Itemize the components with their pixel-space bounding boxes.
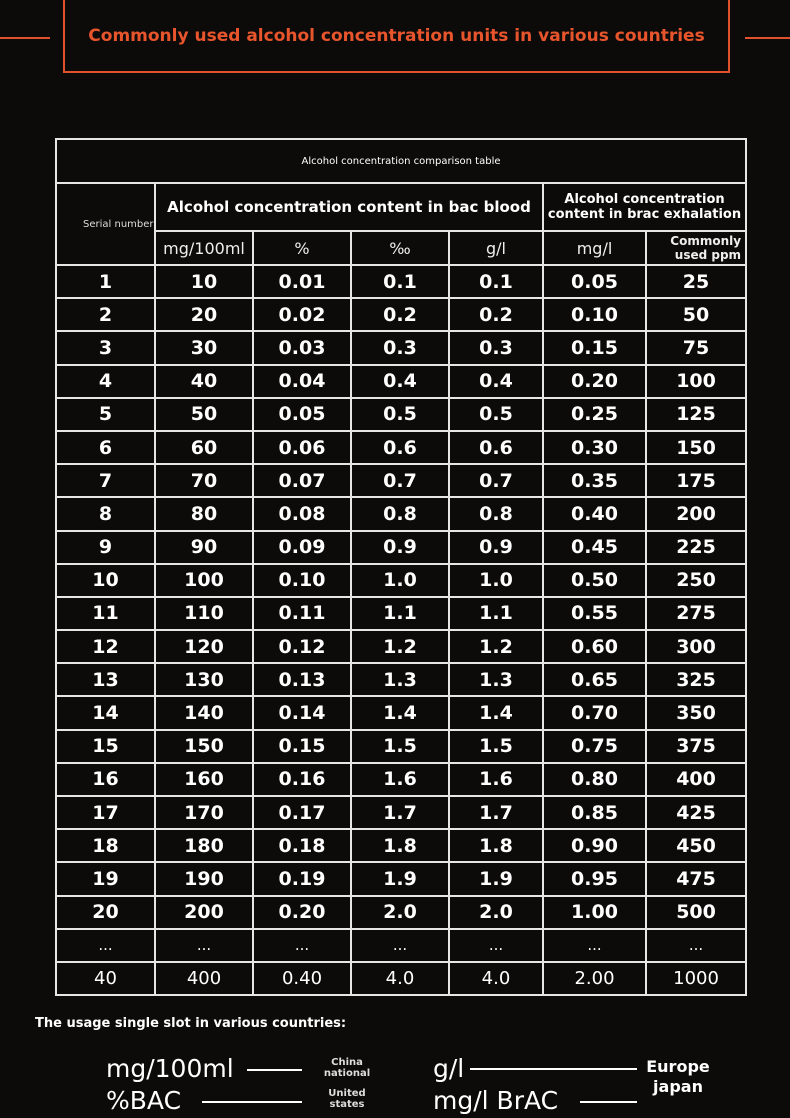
usage-label: The usage single slot in various countries:: [35, 1016, 347, 1031]
value-cell: 10: [155, 265, 253, 298]
value-cell: 200: [646, 497, 746, 530]
value-cell: 50: [155, 398, 253, 431]
value-cell: 0.08: [253, 497, 351, 530]
table-row: [56, 630, 746, 663]
table-row: [56, 265, 746, 298]
unit-gl: g/l: [433, 1054, 465, 1083]
value-cell: 1.5: [449, 730, 543, 763]
value-cell: 0.75: [543, 730, 646, 763]
value-cell: 70: [155, 464, 253, 497]
value-cell: 475: [646, 862, 746, 895]
value-cell: 350: [646, 696, 746, 729]
table-row: [56, 962, 746, 995]
value-cell: 0.16: [253, 763, 351, 796]
value-cell: 0.80: [543, 763, 646, 796]
value-cell: 375: [646, 730, 746, 763]
value-cell: 0.30: [543, 431, 646, 464]
table-row: [56, 730, 746, 763]
header-line-right: [745, 37, 790, 39]
value-cell: 425: [646, 796, 746, 829]
value-cell: 0.7: [351, 464, 449, 497]
value-cell: 0.1: [449, 265, 543, 298]
value-cell: 40: [155, 365, 253, 398]
serial-cell: 6: [56, 431, 155, 464]
value-cell: 0.35: [543, 464, 646, 497]
value-cell: 1.4: [449, 696, 543, 729]
value-cell: 50: [646, 298, 746, 331]
value-cell: 0.06: [253, 431, 351, 464]
value-cell: 275: [646, 597, 746, 630]
value-cell: 0.4: [351, 365, 449, 398]
unit-header: ‰: [351, 231, 449, 265]
unit-mgl-brac: mg/l BrAC: [433, 1086, 559, 1115]
value-cell: 140: [155, 696, 253, 729]
country-united-states: United states: [328, 1088, 366, 1110]
value-cell: 0.07: [253, 464, 351, 497]
value-cell: 170: [155, 796, 253, 829]
value-cell: 4.0: [351, 962, 449, 995]
value-cell: 0.05: [253, 398, 351, 431]
value-cell: 75: [646, 331, 746, 364]
value-cell: 450: [646, 829, 746, 862]
value-cell: 0.6: [449, 431, 543, 464]
value-cell: 0.5: [449, 398, 543, 431]
value-cell: 0.8: [449, 497, 543, 530]
value-cell: 190: [155, 862, 253, 895]
connector-line: [202, 1101, 302, 1103]
value-cell: 90: [155, 531, 253, 564]
value-cell: 2.00: [543, 962, 646, 995]
value-cell: 300: [646, 630, 746, 663]
serial-cell: 9: [56, 531, 155, 564]
table-row: [56, 431, 746, 464]
value-cell: 0.12: [253, 630, 351, 663]
table-row: [56, 663, 746, 696]
serial-cell: 8: [56, 497, 155, 530]
table-row: [56, 597, 746, 630]
value-cell: 1.00: [543, 896, 646, 929]
value-cell: 0.20: [253, 896, 351, 929]
value-cell: 2.0: [351, 896, 449, 929]
table-row: [56, 365, 746, 398]
value-cell: 1.1: [449, 597, 543, 630]
serial-cell: 19: [56, 862, 155, 895]
value-cell: 0.40: [253, 962, 351, 995]
value-cell: 1.2: [351, 630, 449, 663]
value-cell: 1.7: [351, 796, 449, 829]
table-row: [56, 531, 746, 564]
value-cell: 130: [155, 663, 253, 696]
value-cell: 0.2: [449, 298, 543, 331]
value-cell: 0.25: [543, 398, 646, 431]
value-cell: 0.14: [253, 696, 351, 729]
value-cell: 0.55: [543, 597, 646, 630]
serial-cell: 10: [56, 564, 155, 597]
value-cell: 1000: [646, 962, 746, 995]
value-cell: 1.6: [351, 763, 449, 796]
value-cell: 250: [646, 564, 746, 597]
value-cell: 0.50: [543, 564, 646, 597]
value-cell: 0.13: [253, 663, 351, 696]
value-cell: 160: [155, 763, 253, 796]
value-cell: ...: [449, 929, 543, 962]
value-cell: 0.40: [543, 497, 646, 530]
country-europe: Europe: [646, 1057, 710, 1076]
value-cell: 120: [155, 630, 253, 663]
value-cell: 175: [646, 464, 746, 497]
value-cell: 0.65: [543, 663, 646, 696]
value-cell: 180: [155, 829, 253, 862]
value-cell: 25: [646, 265, 746, 298]
table-row: [56, 497, 746, 530]
table-row: [56, 696, 746, 729]
value-cell: ...: [253, 929, 351, 962]
serial-cell: 11: [56, 597, 155, 630]
value-cell: 0.19: [253, 862, 351, 895]
value-cell: 0.02: [253, 298, 351, 331]
unit-header: g/l: [449, 231, 543, 265]
table-row: [56, 862, 746, 895]
unit-percent-bac: %BAC: [106, 1086, 182, 1115]
value-cell: 1.0: [449, 564, 543, 597]
serial-cell: 5: [56, 398, 155, 431]
table-row: [56, 564, 746, 597]
value-cell: 400: [155, 962, 253, 995]
serial-cell: 12: [56, 630, 155, 663]
value-cell: 0.10: [543, 298, 646, 331]
serial-cell: 17: [56, 796, 155, 829]
value-cell: 0.8: [351, 497, 449, 530]
value-cell: 4.0: [449, 962, 543, 995]
value-cell: 110: [155, 597, 253, 630]
value-cell: 0.85: [543, 796, 646, 829]
table-body: [56, 265, 746, 995]
value-cell: 100: [646, 365, 746, 398]
concentration-table: [55, 138, 747, 996]
value-cell: 225: [646, 531, 746, 564]
value-cell: 0.10: [253, 564, 351, 597]
blood-group-header: Alcohol concentration content in bac blood: [155, 183, 543, 231]
value-cell: ...: [543, 929, 646, 962]
value-cell: 125: [646, 398, 746, 431]
value-cell: 1.5: [351, 730, 449, 763]
table-row: [56, 331, 746, 364]
value-cell: 1.1: [351, 597, 449, 630]
value-cell: 0.60: [543, 630, 646, 663]
value-cell: 0.17: [253, 796, 351, 829]
unit-header: %: [253, 231, 351, 265]
value-cell: 500: [646, 896, 746, 929]
value-cell: 1.3: [449, 663, 543, 696]
value-cell: 0.9: [449, 531, 543, 564]
serial-cell: ...: [56, 929, 155, 962]
value-cell: 1.8: [449, 829, 543, 862]
table-row: [56, 796, 746, 829]
value-cell: 1.8: [351, 829, 449, 862]
serial-cell: 14: [56, 696, 155, 729]
table-row: [56, 929, 746, 962]
breath-group-header: Alcohol concentration content in brac exhalation: [543, 183, 746, 231]
value-cell: 1.3: [351, 663, 449, 696]
value-cell: 30: [155, 331, 253, 364]
value-cell: 1.9: [449, 862, 543, 895]
connector-line: [247, 1069, 302, 1071]
value-cell: 0.7: [449, 464, 543, 497]
value-cell: 0.3: [351, 331, 449, 364]
value-cell: 150: [646, 431, 746, 464]
table-row: [56, 763, 746, 796]
value-cell: 1.0: [351, 564, 449, 597]
value-cell: 0.03: [253, 331, 351, 364]
value-cell: 2.0: [449, 896, 543, 929]
value-cell: 1.7: [449, 796, 543, 829]
unit-header: mg/l: [543, 231, 646, 265]
country-china: China national: [323, 1057, 371, 1079]
value-cell: 0.01: [253, 265, 351, 298]
table-row: [56, 464, 746, 497]
value-cell: 20: [155, 298, 253, 331]
serial-cell: 1: [56, 265, 155, 298]
unit-mg100ml: mg/100ml: [106, 1054, 234, 1083]
value-cell: 0.1: [351, 265, 449, 298]
value-cell: 0.45: [543, 531, 646, 564]
value-cell: 0.18: [253, 829, 351, 862]
serial-cell: 18: [56, 829, 155, 862]
serial-cell: 3: [56, 331, 155, 364]
value-cell: 1.6: [449, 763, 543, 796]
value-cell: 100: [155, 564, 253, 597]
value-cell: 0.9: [351, 531, 449, 564]
serial-cell: 2: [56, 298, 155, 331]
value-cell: 400: [646, 763, 746, 796]
table-row: [56, 896, 746, 929]
table-title: Alcohol concentration comparison table: [56, 139, 746, 183]
value-cell: 1.2: [449, 630, 543, 663]
value-cell: 0.6: [351, 431, 449, 464]
value-cell: 0.4: [449, 365, 543, 398]
value-cell: 0.09: [253, 531, 351, 564]
value-cell: ...: [351, 929, 449, 962]
table-row: [56, 298, 746, 331]
value-cell: 325: [646, 663, 746, 696]
value-cell: 0.15: [253, 730, 351, 763]
connector-line: [580, 1101, 637, 1103]
value-cell: ...: [646, 929, 746, 962]
value-cell: 0.5: [351, 398, 449, 431]
value-cell: 1.9: [351, 862, 449, 895]
serial-cell: 16: [56, 763, 155, 796]
value-cell: ...: [155, 929, 253, 962]
unit-header: Commonly used ppm: [646, 231, 746, 265]
serial-cell: 40: [56, 962, 155, 995]
value-cell: 0.95: [543, 862, 646, 895]
header-line-left: [0, 37, 50, 39]
connector-line: [470, 1068, 637, 1070]
serial-cell: 15: [56, 730, 155, 763]
table-row: [56, 829, 746, 862]
value-cell: 0.05: [543, 265, 646, 298]
value-cell: 0.90: [543, 829, 646, 862]
value-cell: 80: [155, 497, 253, 530]
serial-number-header: Serial number: [56, 183, 155, 265]
value-cell: 0.3: [449, 331, 543, 364]
value-cell: 60: [155, 431, 253, 464]
serial-cell: 4: [56, 365, 155, 398]
value-cell: 0.2: [351, 298, 449, 331]
value-cell: 150: [155, 730, 253, 763]
serial-cell: 13: [56, 663, 155, 696]
serial-cell: 7: [56, 464, 155, 497]
value-cell: 200: [155, 896, 253, 929]
value-cell: 0.04: [253, 365, 351, 398]
unit-header: mg/100ml: [155, 231, 253, 265]
serial-cell: 20: [56, 896, 155, 929]
value-cell: 0.11: [253, 597, 351, 630]
value-cell: 0.70: [543, 696, 646, 729]
page-title: Commonly used alcohol concentration units in various countries: [63, 0, 730, 73]
table-row: [56, 398, 746, 431]
value-cell: 0.15: [543, 331, 646, 364]
country-japan: japan: [653, 1077, 703, 1096]
value-cell: 0.20: [543, 365, 646, 398]
value-cell: 1.4: [351, 696, 449, 729]
